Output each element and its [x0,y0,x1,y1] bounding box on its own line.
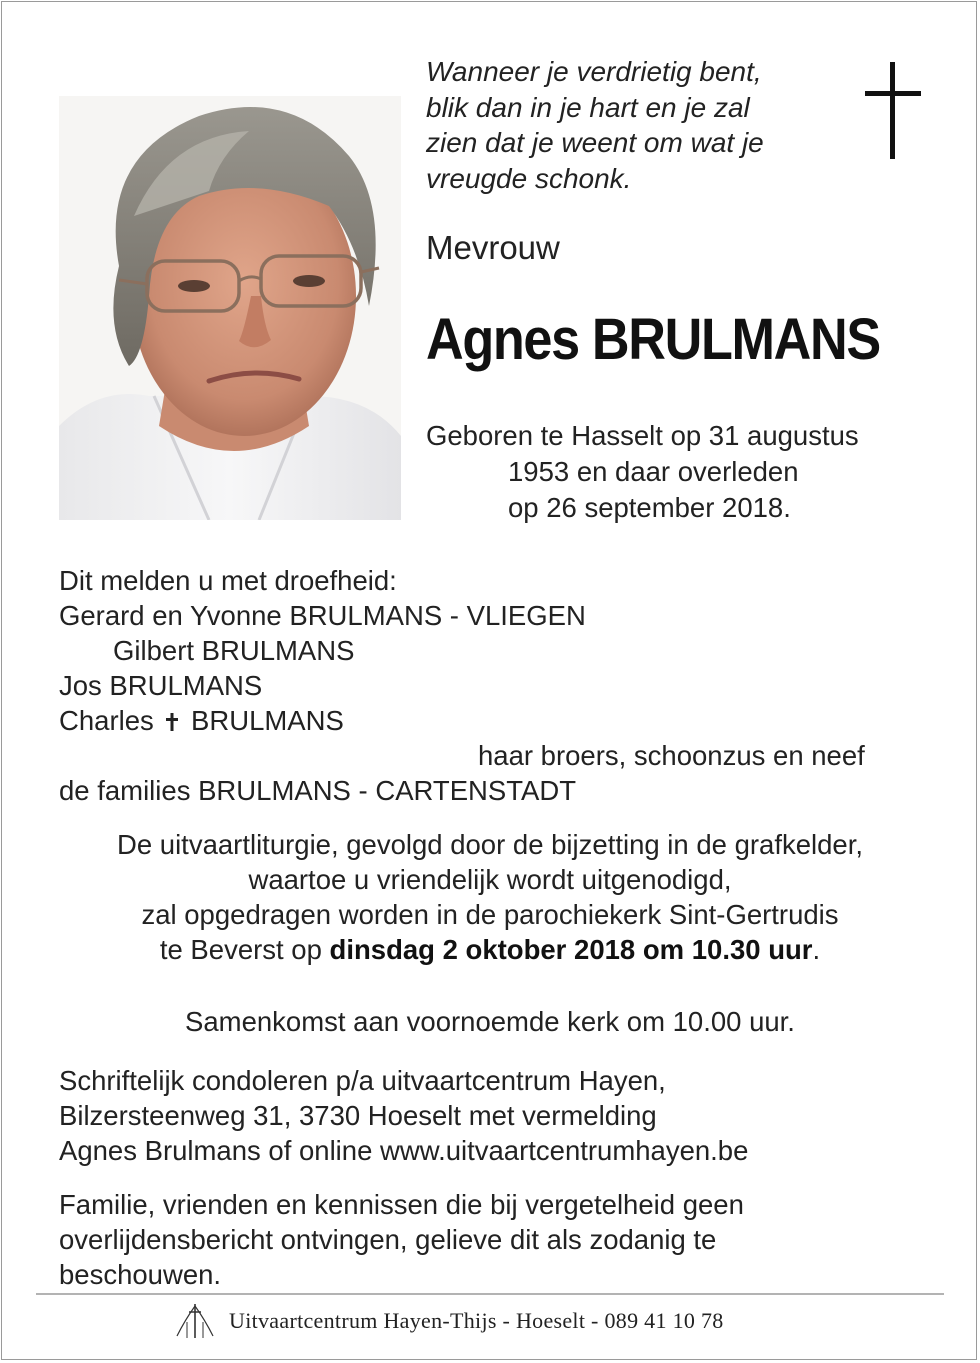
gathering-info [40,1004,940,1039]
notice-line: beschouwen. [59,1259,222,1290]
ceremony-period: . [812,934,821,965]
verse-line: Wanneer je verdrietig bent, [426,56,762,87]
announcement-intro: Dit melden u met droefheid: [59,565,397,596]
notice-line: overlijdensbericht ontvingen, gelieve dit als zodanig te [59,1224,717,1255]
family-member: Jos BRULMANS [59,670,263,701]
funeral-home-logo-icon [175,1302,215,1340]
gathering-line: Samenkomst aan voornoemde kerk om 10.00 uur. [185,1006,795,1037]
cross-icon [865,62,921,159]
verse-line: blik dan in je hart en je zal [426,91,750,123]
family-member-last-name: BRULMANS [191,705,344,736]
condolence-line: Schriftelijk condoleren p/a uitvaartcentrum Hayen, [59,1065,666,1096]
ceremony-place: te Beverst op [159,934,322,965]
deceased-name: Agnes BRULMANS [426,307,880,372]
ceremony-line [40,932,940,967]
ceremony-date: dinsdag 2 oktober 2018 om 10.30 uur [329,934,813,965]
birth-line: Geboren te Hasselt op 31 augustus [426,420,859,451]
ceremony-info [40,827,940,967]
condolence-line: Bilzersteenweg 31, 3730 Hoeselt met vermelding [59,1100,657,1131]
family-member: Gerard en Yvonne BRULMANS - VLIEGEN [59,600,586,631]
verse-line: vreugde schonk. [426,162,632,194]
title-prefix: Mevrouw [426,229,560,266]
small-cross-icon [165,712,179,732]
footer-text: Uitvaartcentrum Hayen-Thijs - Hoeselt - 089 41 10 78 [229,1308,724,1333]
ceremony-line: zal opgedragen worden in de parochiekerk Sint-Gertrudis [141,899,839,930]
birth-line: op 26 september 2018. [508,492,791,523]
family-member-first-name: Charles [59,705,154,736]
verse [426,54,846,196]
footer-divider [36,1293,944,1295]
family-member [59,703,344,738]
families-line: de families BRULMANS - CARTENSTADT [59,775,576,806]
verse-line: zien dat je weent om wat je [426,127,764,158]
ceremony-line: De uitvaartliturgie, gevolgd door de bijzetting in de grafkelder, [116,829,863,860]
family-member: Gilbert BRULMANS [113,635,355,666]
ceremony-line: waartoe u vriendelijk wordt uitgenodigd, [248,864,732,895]
condolence-line: Agnes Brulmans of online www.uitvaartcentrumhayen.be [59,1135,749,1166]
family-relation: haar broers, schoonzus en neef [478,740,865,771]
birth-line: 1953 en daar overleden [508,456,799,487]
portrait-photo [59,96,401,520]
footer [0,1302,980,1342]
notice-line: Familie, vrienden en kennissen die bij vergetelheid geen [59,1189,744,1220]
